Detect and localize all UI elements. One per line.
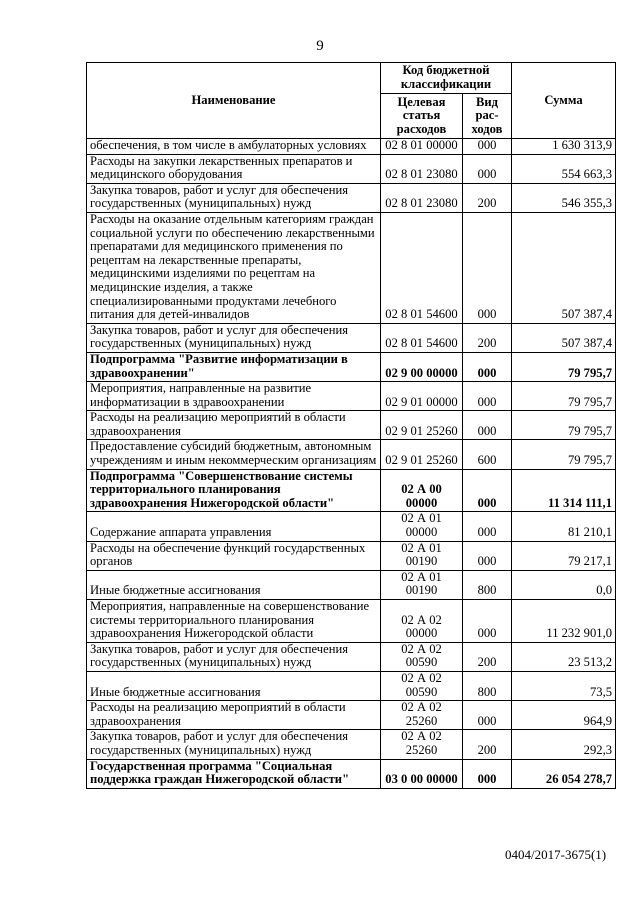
row-expense-type: 200 bbox=[463, 642, 512, 671]
table-row bbox=[87, 730, 616, 759]
row-sum: 73,5 bbox=[512, 671, 616, 700]
table-row bbox=[87, 323, 616, 352]
row-target-article: 02 А 00 00000 bbox=[381, 469, 463, 512]
row-sum: 26 054 278,7 bbox=[512, 759, 616, 788]
table-row bbox=[87, 183, 616, 212]
row-sum: 79 795,7 bbox=[512, 382, 616, 411]
row-name: Подпрограмма "Совершенствование системы территориального планирования здравоохранения Нижегородской области" bbox=[87, 469, 381, 512]
table-row bbox=[87, 440, 616, 469]
row-expense-type: 200 bbox=[463, 183, 512, 212]
row-expense-type: 000 bbox=[463, 139, 512, 155]
table-row bbox=[87, 671, 616, 700]
row-sum: 79 217,1 bbox=[512, 541, 616, 570]
row-target-article: 02 8 01 23080 bbox=[381, 183, 463, 212]
row-name: Содержание аппарата управления bbox=[87, 512, 381, 541]
row-sum: 554 663,3 bbox=[512, 154, 616, 183]
row-expense-type: 000 bbox=[463, 212, 512, 323]
table-row bbox=[87, 512, 616, 541]
row-target-article: 02 9 01 00000 bbox=[381, 382, 463, 411]
table-row bbox=[87, 352, 616, 381]
table-row bbox=[87, 600, 616, 643]
row-name: обеспечения, в том числе в амбулаторных условиях bbox=[87, 139, 381, 155]
table-body bbox=[87, 139, 616, 789]
row-name: Расходы на закупки лекарственных препаратов и медицинского оборудования bbox=[87, 154, 381, 183]
row-sum: 23 513,2 bbox=[512, 642, 616, 671]
row-target-article: 02 А 02 25260 bbox=[381, 701, 463, 730]
row-sum: 81 210,1 bbox=[512, 512, 616, 541]
header-target-article: Целевая статья расходов bbox=[381, 94, 463, 139]
row-name: Подпрограмма "Развитие информатизации в здравоохранении" bbox=[87, 352, 381, 381]
row-sum: 546 355,3 bbox=[512, 183, 616, 212]
header-expense-type: Вид рас-ходов bbox=[463, 94, 512, 139]
row-name: Закупка товаров, работ и услуг для обеспечения государственных (муниципальных) нужд bbox=[87, 642, 381, 671]
row-expense-type: 800 bbox=[463, 570, 512, 599]
table-row bbox=[87, 541, 616, 570]
row-sum: 507 387,4 bbox=[512, 212, 616, 323]
row-expense-type: 000 bbox=[463, 352, 512, 381]
header-name: Наименование bbox=[87, 63, 381, 139]
row-name: Расходы на оказание отдельным категориям граждан социальной услуги по обеспечению лекарственными препаратами для медицинского применения по рецептам на лекарственные препараты, медицинскими изделиями по рецептам на медицинские изделия, а также специализированными продуктами лечебного питания для детей-инвалидов bbox=[87, 212, 381, 323]
table-row bbox=[87, 759, 616, 788]
row-expense-type: 000 bbox=[463, 382, 512, 411]
row-expense-type: 800 bbox=[463, 671, 512, 700]
row-expense-type: 000 bbox=[463, 759, 512, 788]
row-target-article: 02 9 00 00000 bbox=[381, 352, 463, 381]
table-row bbox=[87, 469, 616, 512]
row-name: Закупка товаров, работ и услуг для обеспечения государственных (муниципальных) нужд bbox=[87, 183, 381, 212]
row-expense-type: 000 bbox=[463, 411, 512, 440]
row-target-article: 02 8 01 00000 bbox=[381, 139, 463, 155]
page-number: 9 bbox=[316, 38, 324, 54]
row-expense-type: 200 bbox=[463, 730, 512, 759]
row-name: Расходы на реализацию мероприятий в области здравоохранения bbox=[87, 701, 381, 730]
row-name: Иные бюджетные ассигнования bbox=[87, 570, 381, 599]
row-name: Предоставление субсидий бюджетным, автономным учреждениям и иным некоммерческим организациям bbox=[87, 440, 381, 469]
document-code: 0404/2017-3675(1) bbox=[505, 847, 607, 862]
row-target-article: 02 А 01 00190 bbox=[381, 541, 463, 570]
row-sum: 1 630 313,9 bbox=[512, 139, 616, 155]
row-target-article: 02 А 02 00590 bbox=[381, 642, 463, 671]
row-name: Расходы на реализацию мероприятий в области здравоохранения bbox=[87, 411, 381, 440]
table-row bbox=[87, 642, 616, 671]
row-target-article: 02 А 02 00590 bbox=[381, 671, 463, 700]
table-row bbox=[87, 212, 616, 323]
row-sum: 79 795,7 bbox=[512, 352, 616, 381]
header-row bbox=[87, 63, 616, 94]
row-expense-type: 200 bbox=[463, 323, 512, 352]
row-target-article: 02 А 01 00000 bbox=[381, 512, 463, 541]
row-expense-type: 000 bbox=[463, 600, 512, 643]
table-row bbox=[87, 701, 616, 730]
header-code-group: Код бюджетной классификации bbox=[381, 63, 512, 94]
table-row bbox=[87, 154, 616, 183]
row-target-article: 02 9 01 25260 bbox=[381, 411, 463, 440]
row-name: Государственная программа "Социальная поддержка граждан Нижегородской области" bbox=[87, 759, 381, 788]
table-row bbox=[87, 382, 616, 411]
row-name: Мероприятия, направленные на совершенствование системы территориального планирования здравоохранения Нижегородской области bbox=[87, 600, 381, 643]
row-target-article: 02 8 01 54600 bbox=[381, 212, 463, 323]
row-name: Иные бюджетные ассигнования bbox=[87, 671, 381, 700]
row-name: Закупка товаров, работ и услуг для обеспечения государственных (муниципальных) нужд bbox=[87, 323, 381, 352]
row-expense-type: 000 bbox=[463, 154, 512, 183]
row-target-article: 02 8 01 23080 bbox=[381, 154, 463, 183]
row-sum: 79 795,7 bbox=[512, 411, 616, 440]
row-target-article: 02 9 01 25260 bbox=[381, 440, 463, 469]
row-sum: 11 232 901,0 bbox=[512, 600, 616, 643]
row-target-article: 02 А 02 25260 bbox=[381, 730, 463, 759]
row-sum: 964,9 bbox=[512, 701, 616, 730]
budget-table bbox=[86, 62, 616, 789]
header-sum: Сумма bbox=[512, 63, 616, 139]
row-expense-type: 600 bbox=[463, 440, 512, 469]
row-sum: 507 387,4 bbox=[512, 323, 616, 352]
row-sum: 0,0 bbox=[512, 570, 616, 599]
row-expense-type: 000 bbox=[463, 541, 512, 570]
row-sum: 292,3 bbox=[512, 730, 616, 759]
row-expense-type: 000 bbox=[463, 469, 512, 512]
table-row bbox=[87, 570, 616, 599]
row-target-article: 02 А 02 00000 bbox=[381, 600, 463, 643]
row-sum: 79 795,7 bbox=[512, 440, 616, 469]
table-row bbox=[87, 139, 616, 155]
row-target-article: 02 8 01 54600 bbox=[381, 323, 463, 352]
table-row bbox=[87, 411, 616, 440]
row-name: Закупка товаров, работ и услуг для обеспечения государственных (муниципальных) нужд bbox=[87, 730, 381, 759]
row-sum: 11 314 111,1 bbox=[512, 469, 616, 512]
row-name: Мероприятия, направленные на развитие информатизации в здравоохранении bbox=[87, 382, 381, 411]
row-target-article: 03 0 00 00000 bbox=[381, 759, 463, 788]
row-name: Расходы на обеспечение функций государственных органов bbox=[87, 541, 381, 570]
row-target-article: 02 А 01 00190 bbox=[381, 570, 463, 599]
row-expense-type: 000 bbox=[463, 512, 512, 541]
row-expense-type: 000 bbox=[463, 701, 512, 730]
